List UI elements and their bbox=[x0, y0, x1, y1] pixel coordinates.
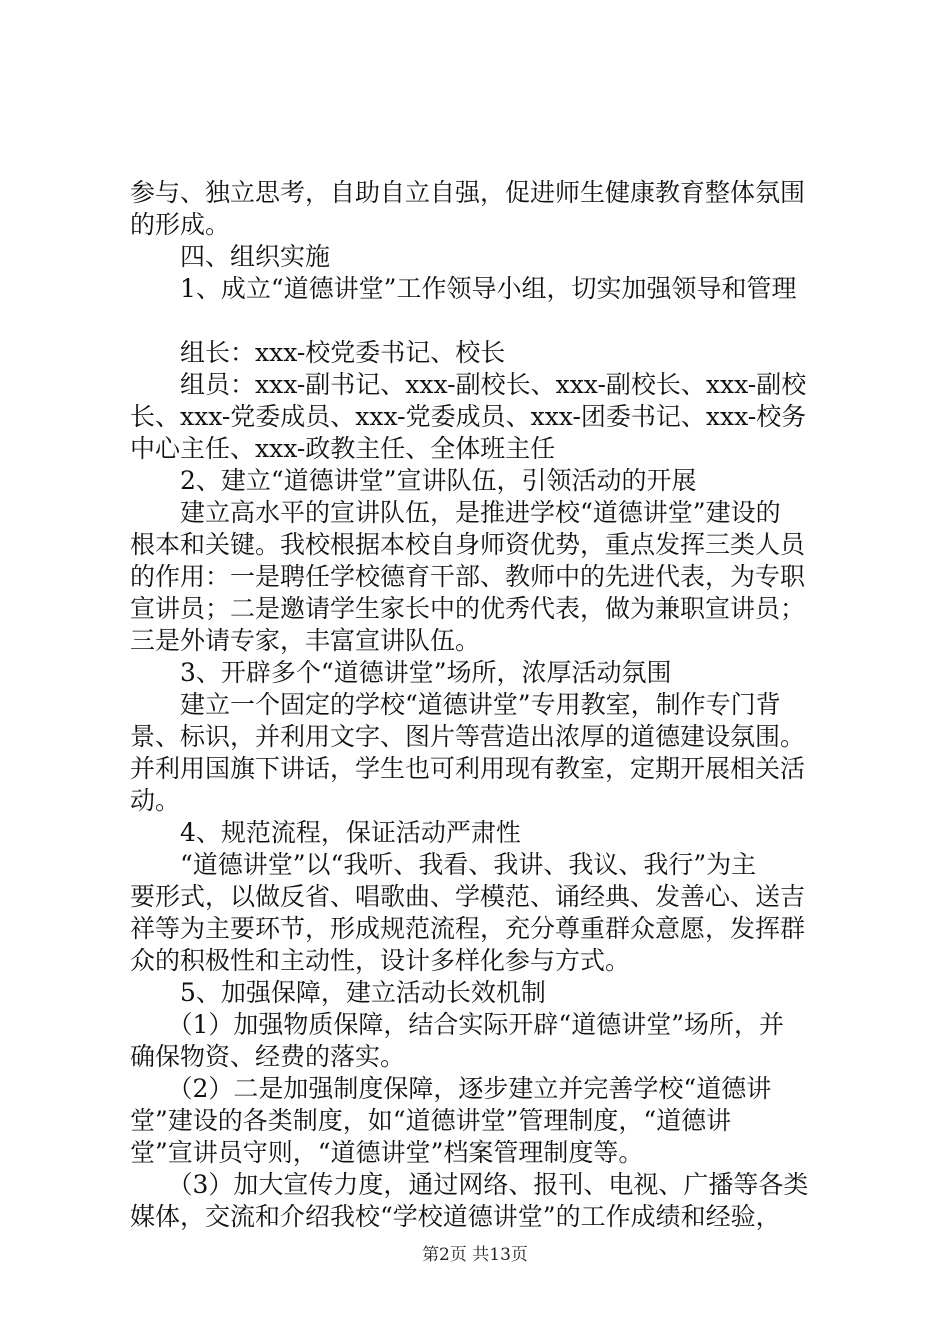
text-line: 中心主任、xxx-政教主任、全体班主任 bbox=[130, 434, 556, 463]
subsection-heading: 5、加强保障，建立活动长效机制 bbox=[130, 978, 546, 1007]
subsection-heading: 2、建立“道德讲堂”宣讲队伍，引领活动的开展 bbox=[130, 466, 697, 495]
text-line: 组员：xxx-副书记、xxx-副校长、xxx-副校长、xxx-副校 bbox=[130, 370, 807, 399]
text-line: 根本和关键。我校根据本校自身师资优势，重点发挥三类人员 bbox=[130, 530, 806, 559]
text-line: 并利用国旗下讲话，学生也可利用现有教室，定期开展相关活 bbox=[130, 754, 806, 783]
text-line: 确保物资、经费的落实。 bbox=[130, 1042, 406, 1071]
text-line: 堂”宣讲员守则，“道德讲堂”档案管理制度等。 bbox=[130, 1138, 644, 1167]
text-line: “道德讲堂”以“我听、我看、我讲、我议、我行”为主 bbox=[130, 850, 757, 879]
text-line: 景、标识，并利用文字、图片等营造出浓厚的道德建设氛围。 bbox=[130, 722, 806, 751]
subsection-heading: 4、规范流程，保证活动严肃性 bbox=[130, 818, 521, 847]
subsection-heading: 1、成立“道德讲堂”工作领导小组，切实加强领导和管理 bbox=[130, 274, 797, 303]
text-line: 组长：xxx-校党委书记、校长 bbox=[130, 338, 506, 367]
text-line: （1）加强物质保障，结合实际开辟“道德讲堂”场所，并 bbox=[130, 1010, 784, 1039]
text-line: 参与、独立思考，自助自立自强，促进师生健康教育整体氛围 bbox=[130, 178, 806, 207]
text-line: 堂”建设的各类制度，如“道德讲堂”管理制度，“道德讲 bbox=[130, 1106, 732, 1135]
text-line: 要形式，以做反省、唱歌曲、学模范、诵经典、发善心、送吉 bbox=[130, 882, 806, 911]
text-line: 媒体，交流和介绍我校“学校道德讲堂”的工作成绩和经验， bbox=[130, 1202, 781, 1231]
blank-line bbox=[130, 305, 830, 337]
subsection-heading: 3、开辟多个“道德讲堂”场所，浓厚活动氛围 bbox=[130, 658, 672, 687]
text-line: 众的积极性和主动性，设计多样化参与方式。 bbox=[130, 946, 631, 975]
text-line: 动。 bbox=[130, 786, 181, 815]
text-line: （3）加大宣传力度，通过网络、报刊、电视、广播等各类 bbox=[130, 1170, 809, 1199]
text-line: （2）二是加强制度保障，逐步建立并完善学校“道德讲 bbox=[130, 1074, 772, 1103]
text-line: 宣讲员；二是邀请学生家长中的优秀代表，做为兼职宣讲员； bbox=[130, 594, 806, 623]
text-line: 三是外请专家，丰富宣讲队伍。 bbox=[130, 626, 481, 655]
section-heading: 四、组织实施 bbox=[130, 242, 331, 271]
text-line: 建立一个固定的学校“道德讲堂”专用教室，制作专门背 bbox=[130, 690, 781, 719]
text-line: 的作用：一是聘任学校德育干部、教师中的先进代表，为专职 bbox=[130, 562, 806, 591]
text-line: 长、xxx-党委成员、xxx-党委成员、xxx-团委书记、xxx-校务 bbox=[130, 402, 807, 431]
text-line: 建立高水平的宣讲队伍，是推进学校“道德讲堂”建设的 bbox=[130, 498, 781, 527]
text-line: 的形成。 bbox=[130, 210, 231, 239]
page-footer: 第2页 共13页 bbox=[422, 1245, 528, 1265]
text-line: 祥等为主要环节，形成规范流程，充分尊重群众意愿，发挥群 bbox=[130, 914, 806, 943]
body-text bbox=[130, 177, 830, 1233]
